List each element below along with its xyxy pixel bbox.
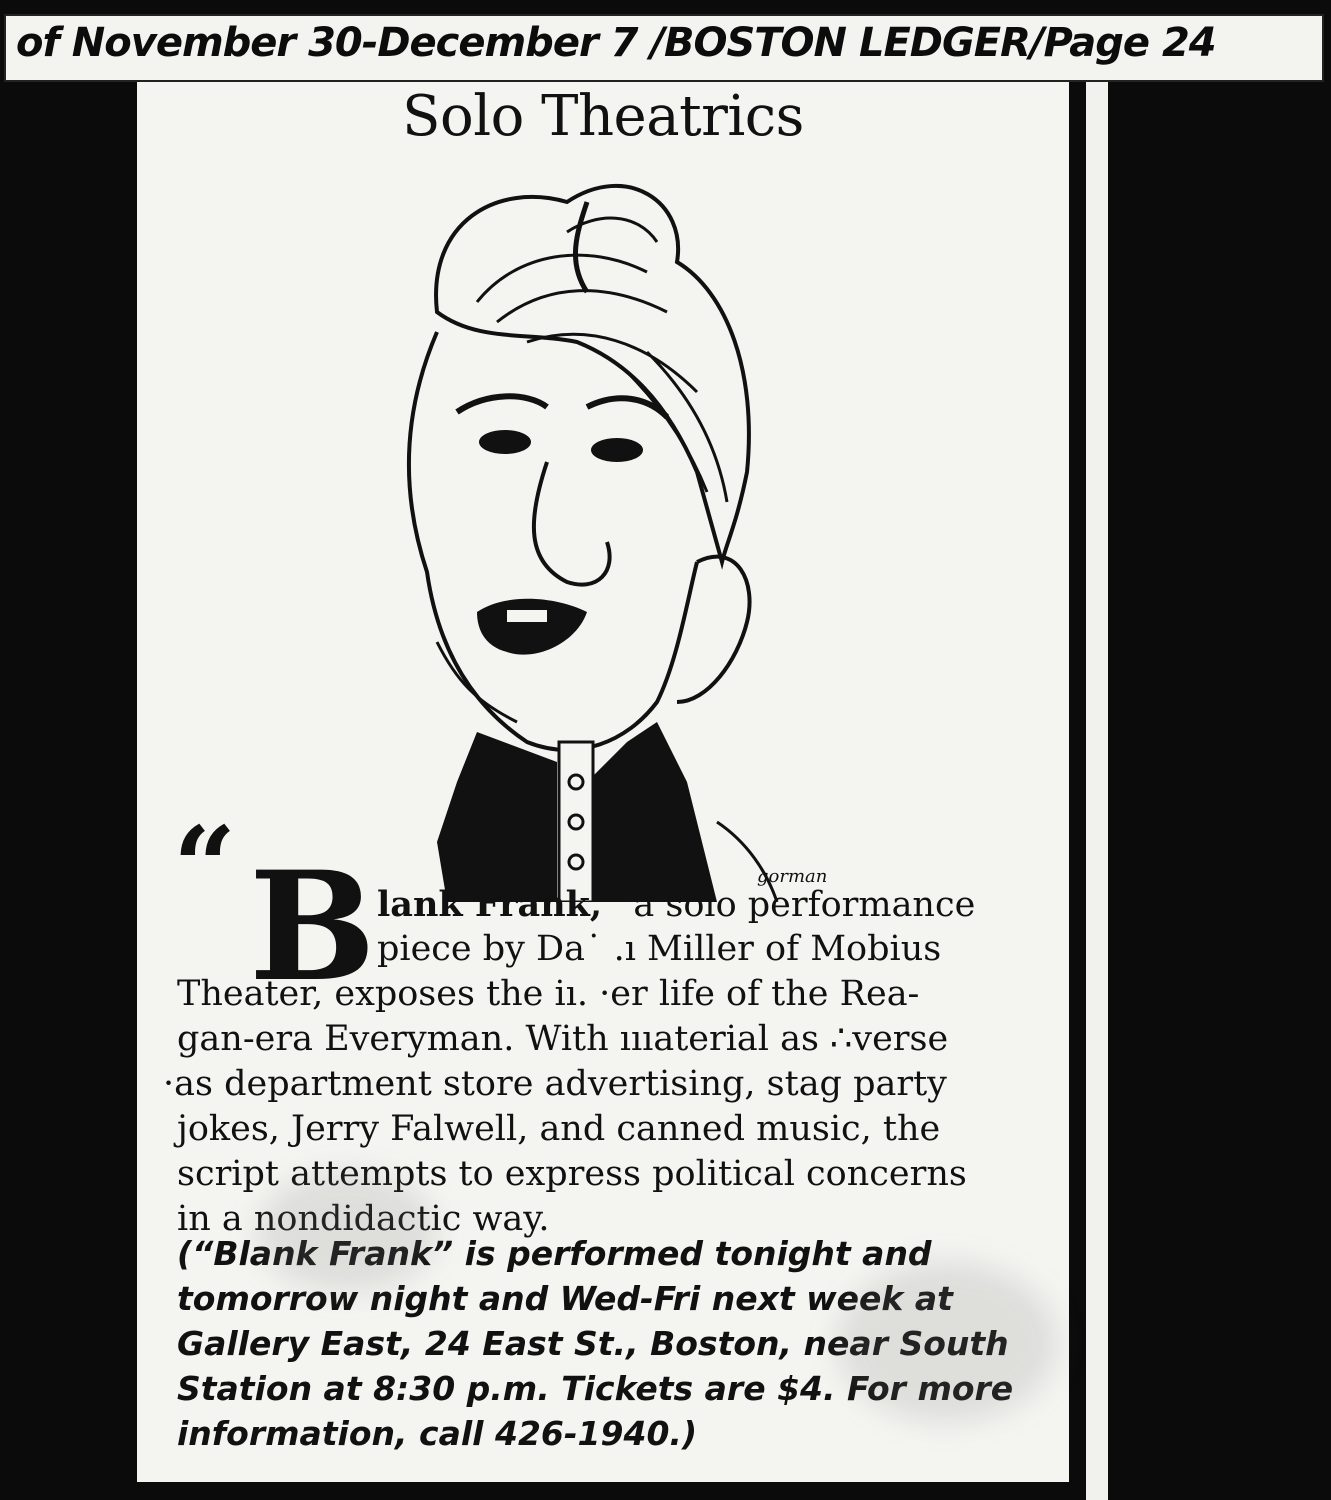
body-line: piece by Da˙ .ı Miller of Mobius bbox=[377, 929, 942, 969]
body-line: Theater, exposes the iı. ·er life of the Rea- bbox=[177, 974, 920, 1014]
paper-smudge bbox=[257, 1172, 437, 1292]
body-line: gan-era Everyman. With ıııaterial as ∴verse bbox=[177, 1019, 949, 1059]
info-line: tomorrow night and Wed-Fri next week at bbox=[177, 1279, 953, 1318]
body-line-text: a solo performance bbox=[622, 885, 976, 925]
body-line: in a nondidactic way. bbox=[177, 1199, 550, 1239]
article-title: Solo Theatrics bbox=[402, 84, 804, 149]
info-line: Gallery East, 24 East St., Boston, near South bbox=[177, 1324, 1009, 1363]
lead-in: lank Frank,” bbox=[377, 884, 623, 925]
info-line: Station at 8:30 p.m. Tickets are $4. For more bbox=[177, 1369, 1014, 1408]
dateline: of November 30-December 7 /BOSTON LEDGER/Page 24 bbox=[16, 20, 1216, 66]
body-line: jokes, Jerry Falwell, and canned music, the bbox=[177, 1109, 941, 1149]
dropcap-letter: B bbox=[249, 839, 376, 1015]
info-line: information, call 426-1940.) bbox=[177, 1414, 698, 1453]
newspaper-header-strip bbox=[4, 14, 1324, 82]
info-line: (“Blank Frank” is performed tonight and bbox=[177, 1234, 932, 1273]
article-clipping bbox=[137, 82, 1069, 1482]
body-line: ·as department store advertising, stag party bbox=[163, 1064, 947, 1104]
paper-smudge bbox=[837, 1262, 1057, 1422]
column-divider bbox=[1086, 82, 1108, 1500]
dropcap-quote: “ bbox=[173, 802, 237, 931]
caricature-illustration bbox=[327, 142, 827, 902]
artist-signature: gorman bbox=[757, 866, 827, 887]
body-line bbox=[377, 884, 976, 925]
body-line: script attempts to express political concerns bbox=[177, 1154, 967, 1194]
